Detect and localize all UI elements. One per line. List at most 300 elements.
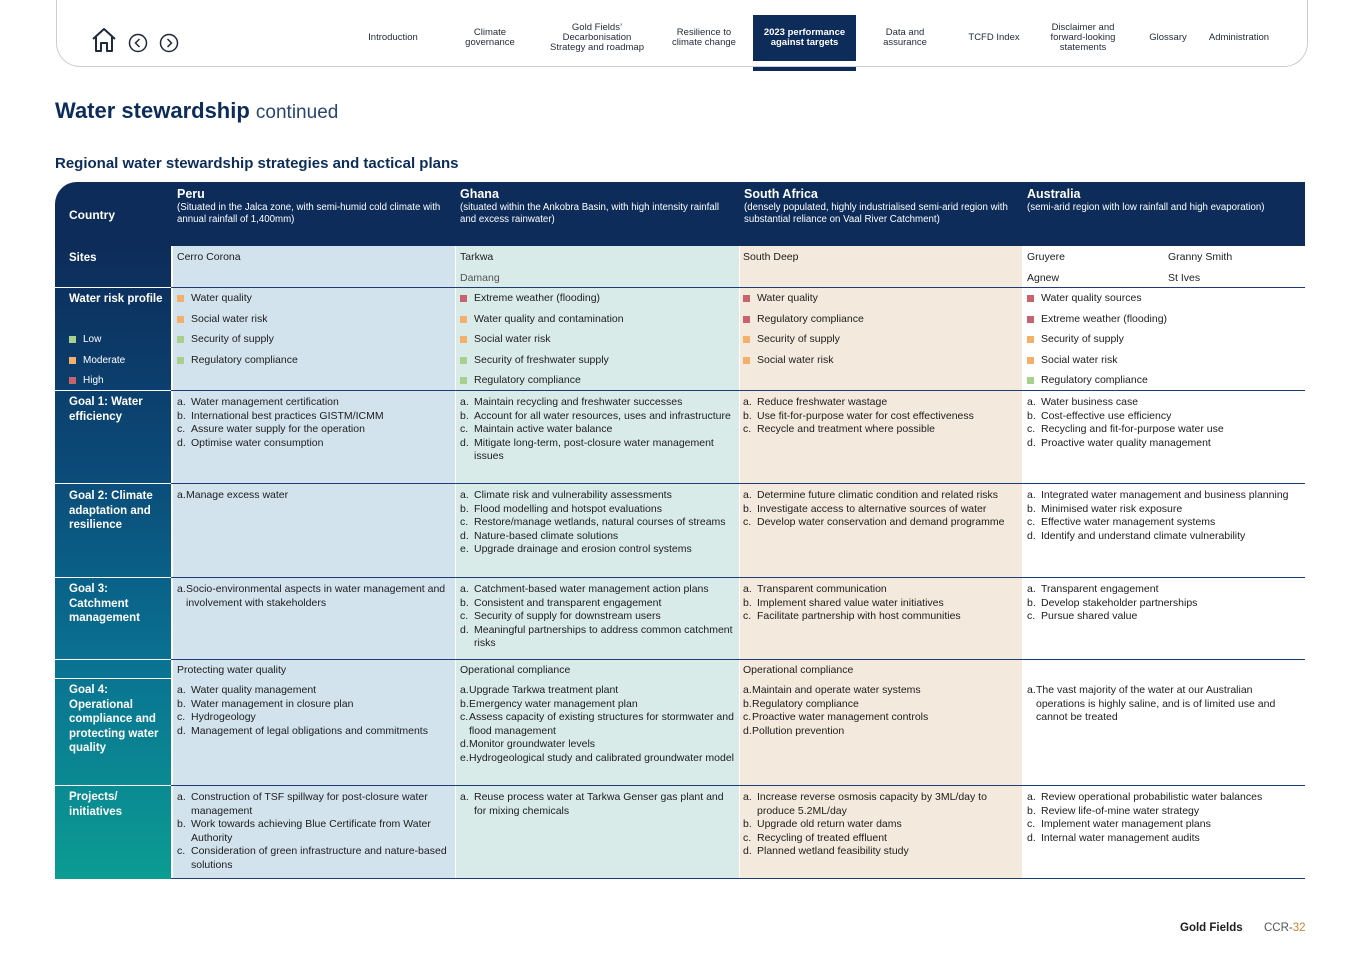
list-marker: d.: [460, 623, 469, 636]
legend-label: Low: [83, 334, 102, 345]
list-marker: a.: [177, 684, 186, 696]
legend-low: [69, 334, 101, 346]
list-item: [743, 410, 1018, 424]
risk-item: [1027, 292, 1142, 305]
header-ghana: [460, 187, 732, 227]
list-item: [743, 832, 1018, 846]
list-marker: c.: [743, 831, 752, 844]
list-item: [460, 489, 736, 503]
list-item: [460, 543, 736, 557]
risk-label: Security of supply: [191, 333, 274, 346]
list-marker: a.: [177, 583, 186, 595]
list-marker: a.: [460, 396, 469, 408]
list-item: [177, 818, 449, 845]
goal4-cell-list: [743, 684, 1018, 738]
list-text: Reduce freshwater wastage: [757, 396, 888, 408]
list-text: Consistent and transparent engagement: [474, 596, 662, 609]
list-marker: b.: [743, 596, 752, 609]
projects-cell-list: [460, 791, 736, 818]
nav-tab-tcfd-index[interactable]: TCFD Index: [968, 32, 1020, 43]
list-item: [743, 597, 1018, 611]
label-divider: [55, 483, 171, 484]
risk-label: Social water risk: [191, 312, 268, 325]
list-marker: d.: [1027, 831, 1036, 844]
list-marker: c.: [460, 516, 469, 529]
goal4-cell-list: [177, 684, 449, 738]
list-text: Upgrade old return water dams: [757, 818, 902, 831]
goal3-cell-list: [1027, 583, 1302, 624]
list-marker: a.: [460, 583, 469, 595]
nav-tab-glossary[interactable]: Glossary: [1149, 32, 1187, 43]
list-item: [1027, 597, 1302, 611]
legend-swatch: [69, 357, 76, 364]
footer-page-number: [1264, 922, 1306, 934]
list-marker: b.: [743, 818, 752, 831]
goal1-cell: [177, 396, 449, 450]
chevron-right-icon[interactable]: [159, 33, 179, 53]
header-peru: [177, 187, 449, 227]
row-label-country: Country: [69, 208, 115, 222]
list-marker: a.: [743, 684, 752, 696]
goal1-cell-list: [743, 396, 1018, 437]
list-marker: d.: [743, 845, 752, 858]
list-marker: d.: [1027, 529, 1036, 542]
country-desc: (Situated in the Jalca zone, with semi-humid cold climate with annual rainfall of 1,400mm): [177, 202, 441, 226]
list-marker: b.: [1027, 502, 1036, 515]
goal1-cell: [460, 396, 736, 464]
list-marker: c.: [177, 711, 186, 724]
list-marker: a.: [177, 489, 186, 501]
list-text: Flood modelling and hotspot evaluations: [474, 502, 662, 515]
list-marker: a.: [1027, 791, 1036, 803]
legend-swatch: [69, 377, 76, 384]
risk-item: [1027, 374, 1148, 387]
list-text: Investigate access to alternative sources of water: [757, 502, 987, 515]
legend-label: Moderate: [83, 355, 126, 366]
risk-level-swatch: [177, 336, 184, 343]
list-item: [743, 489, 1018, 503]
row-divider: [171, 287, 1305, 288]
risk-level-swatch: [460, 336, 467, 343]
list-marker: c.: [1027, 610, 1036, 623]
list-text: Planned wetland feasibility study: [757, 845, 909, 858]
nav-tab-resilience[interactable]: Resilience to climate change: [672, 27, 736, 48]
list-marker: c.: [743, 711, 752, 724]
list-item: [177, 410, 449, 424]
list-marker: c.: [177, 845, 186, 858]
list-text: Recycle and treatment where possible: [757, 423, 936, 436]
goal2-cell: [460, 489, 736, 557]
risk-label: Regulatory compliance: [1041, 374, 1148, 387]
nav-tab-climate-governance[interactable]: Climate governance: [465, 27, 515, 48]
country-desc: (densely populated, highly industrialised semi-arid region with substantial reliance on Vaal River Catchment): [744, 202, 1008, 226]
legend-swatch: [69, 336, 76, 343]
list-item: [743, 845, 1018, 859]
risk-item: [177, 354, 298, 367]
list-item: [1027, 516, 1302, 530]
risk-item: [460, 354, 609, 367]
country-name: Ghana: [460, 187, 499, 201]
list-item: [460, 583, 736, 597]
risk-level-swatch: [1027, 357, 1034, 364]
goal1-cell-list: [177, 396, 449, 450]
site-name: Damang: [460, 272, 500, 284]
site-name: Gruyere: [1027, 251, 1065, 263]
risk-level-swatch: [177, 357, 184, 364]
list-text: Proactive water management controls: [752, 711, 929, 724]
list-item: [460, 423, 736, 437]
goal4-cell-list: [460, 684, 736, 766]
list-item: [1027, 610, 1302, 624]
list-text: Upgrade Tarkwa treatment plant: [469, 684, 619, 696]
risk-level-swatch: [1027, 295, 1034, 302]
list-marker: e.: [460, 543, 469, 556]
site-name: South Deep: [743, 251, 799, 263]
list-text: Consideration of green infrastructure and nature-based solutions: [191, 845, 447, 871]
list-item: [460, 684, 736, 698]
list-text: Maintain active water balance: [474, 423, 613, 436]
list-text: Assess capacity of existing structures for stormwater and flood management: [469, 711, 734, 737]
risk-item: [177, 292, 252, 305]
list-item: [177, 396, 449, 410]
list-text: Internal water management audits: [1041, 831, 1200, 844]
list-text: Security of supply for downstream users: [474, 610, 661, 623]
list-text: Proactive water quality management: [1041, 436, 1211, 449]
list-item: [1027, 396, 1302, 410]
risk-label: Regulatory compliance: [191, 353, 298, 366]
projects-cell: [743, 791, 1018, 859]
list-text: Catchment-based water management action plans: [474, 583, 709, 595]
list-marker: c.: [1027, 423, 1036, 436]
list-text: Review life-of-mine water strategy: [1041, 804, 1200, 817]
list-marker: c.: [743, 423, 752, 436]
list-marker: b.: [177, 409, 186, 422]
goal3-cell-list: [460, 583, 736, 651]
list-item: [743, 583, 1018, 597]
projects-cell: [460, 791, 736, 818]
home-icon[interactable]: [90, 26, 118, 54]
nav-tab-data-assurance[interactable]: Data and assurance: [883, 27, 927, 48]
list-marker: c.: [743, 516, 752, 529]
list-text: Optimise water consumption: [191, 436, 324, 449]
list-item: [743, 503, 1018, 517]
list-item: [1027, 423, 1302, 437]
risk-level-swatch: [177, 316, 184, 323]
list-text: Transparent engagement: [1041, 583, 1159, 595]
list-marker: a.: [177, 791, 186, 803]
risk-level-swatch: [743, 316, 750, 323]
risk-item: [1027, 313, 1167, 326]
list-text: Integrated water management and business planning: [1041, 489, 1289, 501]
list-marker: b.: [460, 697, 469, 710]
risk-item: [460, 292, 600, 305]
header-australia: [1027, 187, 1302, 214]
risk-item: [1027, 333, 1124, 346]
row-divider: [171, 483, 1305, 484]
list-text: Recycling and fit-for-purpose water use: [1041, 423, 1224, 436]
label-divider: [55, 390, 171, 391]
row-label-goal3: Goal 3: Catchment management: [69, 583, 140, 625]
list-text: Account for all water resources, uses and infrastructure: [474, 409, 731, 422]
list-item: [177, 583, 449, 610]
goal1-cell-list: [1027, 396, 1302, 450]
list-text: Review operational probabilistic water balances: [1041, 791, 1263, 803]
list-marker: b.: [1027, 804, 1036, 817]
risk-item: [460, 313, 624, 326]
list-item: [1027, 437, 1302, 451]
list-text: Cost-effective use efficiency: [1041, 409, 1172, 422]
label-divider: [55, 678, 171, 679]
list-item: [177, 845, 449, 872]
list-text: Meaningful partnerships to address common catchment risks: [474, 623, 733, 650]
risk-item: [743, 333, 840, 346]
nav-tab-introduction[interactable]: Introduction: [368, 32, 418, 43]
list-item: [1027, 503, 1302, 517]
list-marker: a.: [1027, 583, 1036, 595]
list-text: Pursue shared value: [1041, 610, 1138, 623]
nav-tab-decarbonisation[interactable]: Gold Fields’ Decarbonisation Strategy and roadmap: [549, 22, 644, 53]
risk-label: Security of supply: [1041, 333, 1124, 346]
list-marker: d.: [460, 529, 469, 542]
list-marker: a.: [177, 396, 186, 408]
list-marker: c.: [460, 610, 469, 623]
row-label-goal1: Goal 1: Water efficiency: [69, 396, 143, 423]
projects-cell: [1027, 791, 1302, 845]
legend-moderate: [69, 355, 125, 367]
risk-label: Extreme weather (flooding): [1041, 312, 1168, 325]
list-text: Assure water supply for the operation: [191, 423, 365, 436]
list-marker: a.: [460, 489, 469, 501]
list-item: [177, 489, 449, 503]
list-text: Hydrogeological study and calibrated groundwater model: [469, 751, 734, 764]
list-text: Increase reverse osmosis capacity by 3ML/day to produce 5.2ML/day: [757, 791, 987, 817]
projects-cell-list: [1027, 791, 1302, 845]
site-name: Agnew: [1027, 272, 1060, 284]
list-text: Emergency water management plan: [469, 697, 638, 710]
list-text: Water business case: [1041, 396, 1139, 408]
list-item: [743, 423, 1018, 437]
list-item: [177, 423, 449, 437]
goal2-cell-list: [743, 489, 1018, 530]
list-item: [460, 516, 736, 530]
risk-item: [460, 333, 550, 346]
list-text: Minimised water risk exposure: [1041, 502, 1183, 515]
projects-cell: [177, 791, 449, 873]
list-item: [460, 597, 736, 611]
risk-label: Social water risk: [1041, 353, 1118, 366]
list-text: Nature-based climate solutions: [474, 529, 619, 542]
row-divider: [171, 577, 1305, 578]
list-item: [1027, 805, 1302, 819]
risk-level-swatch: [743, 336, 750, 343]
country-name: Australia: [1027, 187, 1081, 201]
nav-tab-administration[interactable]: Administration: [1208, 32, 1270, 43]
list-item: [1027, 583, 1302, 597]
list-marker: b.: [177, 697, 186, 710]
list-item: [1027, 832, 1302, 846]
label-divider: [55, 659, 171, 660]
chevron-left-icon[interactable]: [128, 33, 148, 53]
nav-tab-disclaimer[interactable]: Disclaimer and forward-looking statements: [1050, 22, 1116, 53]
list-text: Upgrade drainage and erosion control systems: [474, 543, 692, 556]
list-text: Facilitate partnership with host communities: [757, 610, 961, 623]
list-text: Implement water management plans: [1041, 818, 1211, 831]
goal2-cell-list: [177, 489, 449, 503]
list-item: [743, 818, 1018, 832]
label-divider: [55, 287, 171, 288]
header-south-africa: [744, 187, 1019, 227]
goal4-cell-list: [1027, 684, 1302, 725]
list-item: [460, 624, 736, 651]
goal2-cell: [1027, 489, 1302, 543]
row-label-goal2: Goal 2: Climate adaptation and resilience: [69, 490, 153, 532]
list-item: [460, 698, 736, 712]
risk-level-swatch: [460, 357, 467, 364]
goal1-cell: [1027, 396, 1302, 450]
label-divider: [55, 577, 171, 578]
row-divider: [171, 390, 1305, 391]
list-marker: b.: [743, 409, 752, 422]
goal1-cell-list: [460, 396, 736, 464]
risk-level-swatch: [1027, 377, 1034, 384]
list-text: Construction of TSF spillway for post-closure water management: [191, 791, 428, 817]
list-text: Reuse process water at Tarkwa Genser gas plant and for mixing chemicals: [474, 791, 724, 817]
list-item: [1027, 818, 1302, 832]
list-item: [1027, 530, 1302, 544]
list-item: [460, 610, 736, 624]
list-marker: b.: [743, 697, 752, 710]
risk-level-swatch: [460, 316, 467, 323]
nav-tab-performance[interactable]: 2023 performance against targets: [753, 15, 856, 61]
country-name: South Africa: [744, 187, 818, 201]
goal3-cell: [460, 583, 736, 651]
goal3-cell-list: [743, 583, 1018, 624]
list-text: Maintain and operate water systems: [752, 684, 921, 696]
list-marker: d.: [177, 436, 186, 449]
risk-label: Regulatory compliance: [757, 312, 864, 325]
row-label-goal4: Goal 4: Operational compliance and protecting water quality: [69, 684, 159, 755]
list-marker: a.: [743, 583, 752, 595]
list-marker: d.: [177, 724, 186, 737]
goal4-heading: Operational compliance: [460, 664, 571, 676]
list-text: Effective water management systems: [1041, 516, 1216, 529]
list-item: [743, 698, 1018, 712]
country-name: Peru: [177, 187, 205, 201]
site-name: Cerro Corona: [177, 251, 241, 263]
list-text: Socio-environmental aspects in water management and involvement with stakeholders: [186, 583, 446, 609]
list-item: [460, 503, 736, 517]
list-marker: c.: [1027, 818, 1036, 831]
goal3-cell: [177, 583, 449, 610]
risk-level-swatch: [1027, 336, 1034, 343]
page-title-suffix: continued: [255, 102, 339, 123]
list-marker: c.: [1027, 516, 1036, 529]
page-prefix: CCR-: [1264, 922, 1293, 934]
site-name: Tarkwa: [460, 251, 494, 263]
list-text: Climate risk and vulnerability assessments: [474, 489, 672, 501]
list-text: Maintain recycling and freshwater successes: [474, 396, 683, 408]
risk-label: Water quality: [191, 292, 252, 304]
risk-label: Extreme weather (flooding): [474, 292, 601, 304]
risk-item: [177, 313, 267, 326]
goal4-heading: Protecting water quality: [177, 664, 287, 676]
list-marker: c.: [743, 610, 752, 623]
list-item: [743, 610, 1018, 624]
legend-label: High: [83, 375, 104, 386]
list-text: Restore/manage wetlands, natural courses of streams: [474, 516, 726, 529]
risk-level-swatch: [743, 357, 750, 364]
list-item: [743, 516, 1018, 530]
risk-label: Water quality sources: [1041, 292, 1142, 304]
risk-item: [177, 333, 274, 346]
list-item: [743, 711, 1018, 725]
legend-high: [69, 375, 104, 387]
list-text: International best practices GISTM/ICMM: [191, 409, 384, 422]
risk-label: Water quality: [757, 292, 818, 304]
section-title: Regional water stewardship strategies and tactical plans: [55, 155, 459, 172]
page-number: 32: [1292, 922, 1306, 934]
list-item: [177, 711, 449, 725]
list-marker: a.: [1027, 489, 1036, 501]
list-item: [1027, 684, 1302, 725]
list-marker: b.: [743, 502, 752, 515]
list-item: [460, 530, 736, 544]
list-item: [743, 791, 1018, 818]
risk-item: [743, 313, 864, 326]
site-name: Granny Smith: [1168, 251, 1233, 263]
list-marker: b.: [460, 596, 469, 609]
list-marker: d.: [743, 724, 752, 737]
goal4-heading: Operational compliance: [743, 664, 854, 676]
goal2-cell: [743, 489, 1018, 530]
list-item: [1027, 791, 1302, 805]
list-text: Management of legal obligations and commitments: [191, 724, 428, 737]
list-marker: b.: [1027, 596, 1036, 609]
risk-label: Security of supply: [757, 333, 840, 346]
list-item: [1027, 410, 1302, 424]
list-text: Implement shared value water initiatives: [757, 596, 944, 609]
projects-cell-list: [743, 791, 1018, 859]
list-item: [1027, 489, 1302, 503]
list-item: [177, 437, 449, 451]
list-marker: d.: [1027, 436, 1036, 449]
list-item: [460, 396, 736, 410]
list-marker: b.: [460, 502, 469, 515]
list-marker: d.: [460, 738, 469, 751]
list-text: Work towards achieving Blue Certificate from Water Authority: [191, 818, 431, 844]
page-title: [55, 98, 338, 124]
projects-cell-list: [177, 791, 449, 873]
list-item: [177, 791, 449, 818]
goal4-cell: [1027, 684, 1302, 725]
list-marker: c.: [177, 423, 186, 436]
row-divider: [171, 785, 1305, 786]
list-text: Develop water conservation and demand programme: [757, 516, 1005, 529]
list-text: Manage excess water: [186, 489, 289, 501]
list-item: [460, 437, 736, 464]
risk-item: [743, 354, 833, 367]
risk-level-swatch: [460, 377, 467, 384]
list-item: [177, 725, 449, 739]
risk-label: Social water risk: [474, 333, 551, 346]
country-desc: (situated within the Ankobra Basin, with high intensity rainfall and excess rainwater): [460, 202, 720, 226]
risk-level-swatch: [460, 295, 467, 302]
risk-label: Social water risk: [757, 353, 834, 366]
site-name: St Ives: [1168, 272, 1201, 284]
goal2-cell: [177, 489, 449, 503]
list-marker: b.: [460, 409, 469, 422]
list-item: [460, 738, 736, 752]
